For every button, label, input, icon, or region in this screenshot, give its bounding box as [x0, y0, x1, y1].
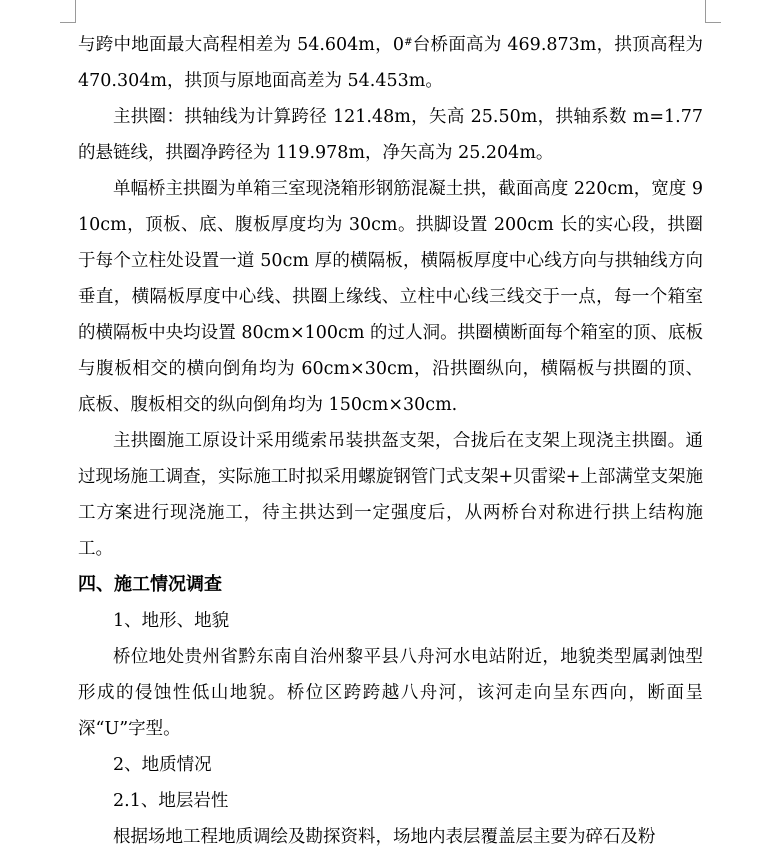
margin-corner-mark-top-right — [705, 0, 721, 23]
paragraph-elevation-part-a: 与跨中地面最大高程相差为 54.604m，0 — [78, 35, 405, 55]
subheading-strata: 2.1、地层岩性 — [113, 791, 229, 811]
paragraph-construction-scheme: 主拱圈施工原设计采用缆索吊装拱盔支架，合拢后在支架上现浇主拱圈。通过现场施工调查，实际施工时拟采用螺旋钢管门式支架+贝雷梁+上部满堂支架施工方案进行现浇施工，待主拱达到一定强度后，从两桥台对称进行拱上结构施工。 — [78, 431, 703, 559]
paragraph-main-arch: 主拱圈：拱轴线为计算跨径 121.48m，矢高 25.50m，拱轴系数 m=1.77 的悬链线，拱圈净跨径为 119.978m，净矢高为 25.204m。 — [78, 107, 703, 163]
paragraph-terrain: 桥位地处贵州省黔东南自治州黎平县八舟河水电站附近，地貌类型属剥蚀型形成的侵蚀性低山地貌。桥位区跨跨越八舟河，该河走向呈东西向，断面呈深“U”字型。 — [78, 647, 703, 739]
document-body — [78, 27, 703, 855]
section-heading: 四、施工情况调查 — [78, 574, 222, 595]
paragraph-strata: 根据场地工程地质调绘及勘探资料，场地内表层覆盖层主要为碎石及粉 — [113, 827, 656, 847]
paragraph-arch-section: 单幅桥主拱圈为单箱三室现浇箱形钢筋混凝土拱，截面高度 220cm，宽度 910cm，顶板、底、腹板厚度均为 30cm。拱脚设置 200cm 长的实心段，拱圈于每个立柱处设置一道 50cm 厚的横隔板，横隔板厚度中心线方向与拱轴线方向垂直，横隔板厚度中心线、拱圈上缘线、立柱中心线三线交于一点，每一个箱室的横隔板中央均设置 80cm×100cm 的过人洞。拱圈横断面每个箱室的顶、底板与腹板相交的横向倒角均为 60cm×30cm，沿拱圈纵向，横隔板与拱圈的顶、底板、腹板相交的纵向倒角均为 150cm×30cm. — [78, 179, 703, 415]
paragraph-elevation — [78, 27, 703, 99]
margin-corner-mark-top-left — [60, 0, 76, 23]
superscript-hash: # — [404, 37, 413, 48]
subheading-geology: 2、地质情况 — [113, 755, 212, 775]
paragraph-elevation-part-b: 台桥面高为 469.873m，拱顶高程为 470.304m，拱顶与原地面高差为 54.453m。 — [78, 35, 703, 91]
subheading-terrain: 1、地形、地貌 — [113, 611, 230, 631]
